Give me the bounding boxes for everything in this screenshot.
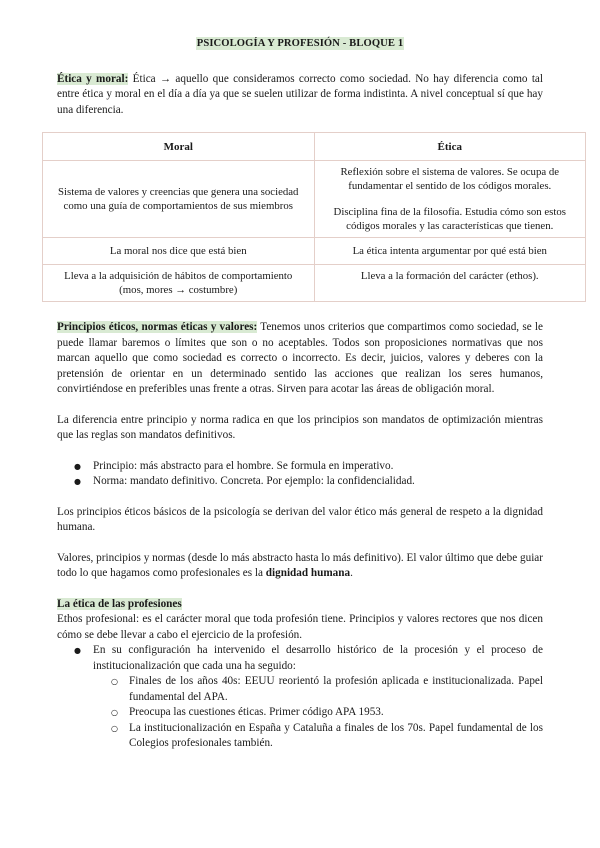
intro-paragraph: [57, 72, 543, 119]
table-cell-moral: Lleva a la adquisición de hábitos de comportamiento (mos, mores → costumbre): [43, 265, 315, 302]
professions-paragraph: Ethos profesional: es el carácter moral que toda profesión tiene. Principios y valores rectores que nos dicen cómo se debe llevar a cabo el ejercicio de la profesión.: [57, 613, 543, 641]
principles-heading: Principios éticos, normas éticas y valores:: [57, 321, 258, 333]
table-cell-etica: [314, 161, 586, 238]
principle-norm-list: [57, 459, 543, 490]
professions-heading-line: [57, 597, 543, 613]
moral-etica-table: [42, 132, 586, 302]
sublist-item: ○ La institucionalización en España y Cataluña a finales de los 70s. Papel fundamental de los Colegios profesionales también.: [93, 721, 543, 752]
intro-heading: Ética y moral:: [57, 72, 129, 85]
table-row: [43, 265, 586, 302]
table-header-moral: Moral: [43, 133, 315, 161]
table-cell-etica-line1: Reflexión sobre el sistema de valores. Se ocupa de fundamentar el sentido de los códigos morales.: [340, 166, 560, 192]
document-title: PSICOLOGÍA Y PROFESIÓN - BLOQUE 1: [196, 38, 404, 49]
sublist-item: ○ Preocupa las cuestiones éticas. Primer código APA 1953.: [93, 705, 543, 721]
list-item: ● Norma: mandato definitivo. Concreta. Por ejemplo: la confidencialidad.: [57, 474, 543, 490]
intro-text: Ética → aquello que consideramos correcto como sociedad. No hay diferencia como tal entre ética y moral en el día a día ya que se suelen utilizar de forma indistinta. A nivel conceptual sí que hay una diferencia.: [57, 72, 543, 116]
table-cell-moral: La moral nos dice que está bien: [43, 238, 315, 265]
table-header-row: [43, 133, 586, 161]
table-header-etica: Ética: [314, 133, 586, 161]
table-row: [43, 238, 586, 265]
professions-sublist: [93, 674, 543, 752]
list-item: ● Principio: más abstracto para el hombre. Se formula en imperativo.: [57, 459, 543, 475]
table-row: [43, 161, 586, 238]
professions-list: [57, 643, 543, 752]
document-page: [57, 36, 566, 752]
principles-text: Tenemos unos criterios que compartimos como sociedad, se le puede llamar baremos o límites que son o no aceptables. Todos son proposiciones normativas que nos marcan aquello que como sociedad es correcto o incorrecto. Es decir, juicios, valores y deberes con la pretensión de orientar en un determinado sentido las acciones que realizan los seres humanos, convirtiéndose en preferibles unas frente a otras. Sirven para acotar las áreas de obligación moral.: [57, 321, 543, 395]
table-cell-etica: Lleva a la formación del carácter (ethos).: [314, 265, 586, 302]
basic-principles-paragraph: Los principios éticos básicos de la psicología se derivan del valor ético más general de respeto a la dignidad humana.: [57, 505, 543, 533]
table-cell-etica-line2: Disciplina fina de la filosofía. Estudia cómo son estos códigos morales y las características que tienen.: [333, 206, 566, 232]
professions-heading: La ética de las profesiones: [57, 597, 182, 610]
dignity-bold: dignidad humana: [265, 567, 351, 579]
sublist-item: ○ Finales de los años 40s: EEUU reorientó la profesión aplicada e institucionalizada. Papel fundamental del APA.: [93, 674, 543, 705]
difference-paragraph: La diferencia entre principio y norma radica en que los principios son mandatos de optimización mientras que las reglas son mandatos definitivos.: [57, 413, 543, 441]
values-paragraph: Valores, principios y normas (desde lo más abstracto hasta lo más definitivo). El valor último que debe guiar todo lo que hagamos como profesionales es la dignidad humana.: [57, 551, 543, 579]
list-item: ● En su configuración ha intervenido el desarrollo histórico de la procesión y el proceso de institucionalización que cada una ha seguido: ○ Finales de los años 40s: EEUU reorientó la profesión aplicada e institucionalizada. Papel fundamental del APA. ○ Preocupa las cuestiones éticas. Primer código APA 1953. ○ La institucionalización en España y Cataluña a finales de los 70s. Papel fundamental de los Colegios profesionales también.: [57, 643, 543, 752]
principles-paragraph: [57, 320, 543, 398]
table-cell-moral: Sistema de valores y creencias que genera una sociedad como una guía de comportamientos de sus miembros: [43, 161, 315, 238]
table-cell-etica: La ética intenta argumentar por qué está bien: [314, 238, 586, 265]
